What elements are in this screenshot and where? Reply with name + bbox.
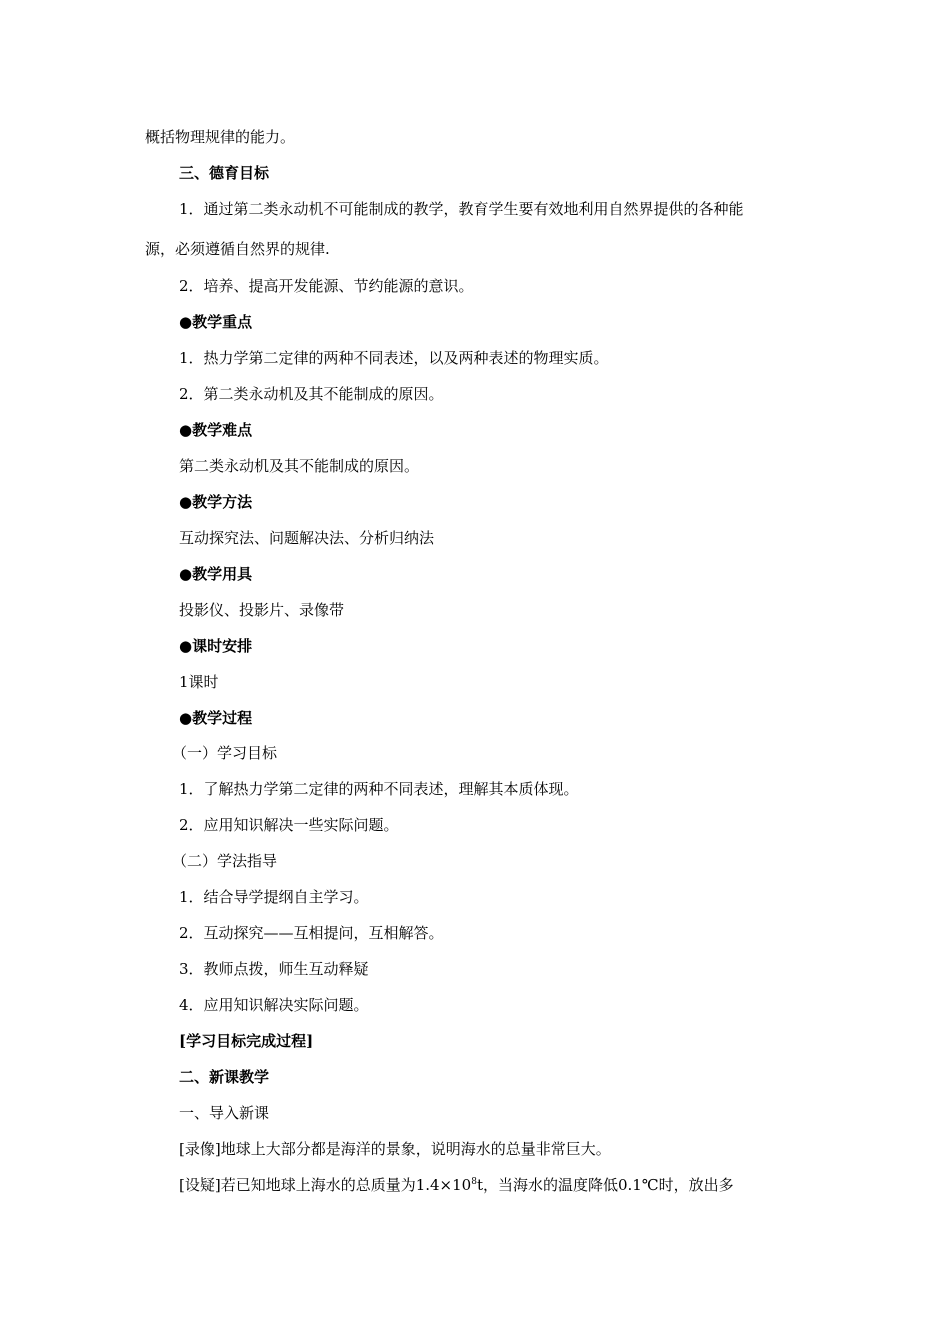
text-line: 3．教师点拨，师生互动释疑	[179, 960, 369, 978]
section-heading: ●教学过程	[179, 709, 253, 727]
text-line: 1课时	[179, 673, 219, 691]
section-heading: 二、新课教学	[179, 1068, 270, 1086]
text-line: 1．结合导学提纲自主学习。	[179, 888, 369, 906]
subsection-heading: （二）学法指导	[172, 852, 278, 870]
section-heading: ●课时安排	[179, 637, 253, 655]
text-line: 第二类永动机及其不能制成的原因。	[179, 457, 420, 475]
text-line-with-exponent	[179, 1175, 734, 1195]
section-heading: ●教学重点	[179, 313, 253, 331]
text-line: 概括物理规律的能力。	[145, 128, 296, 146]
text-segment: [设疑]若已知地球上海水的总质量为1.4×10	[179, 1176, 472, 1194]
section-heading: ●教学难点	[179, 421, 253, 439]
text-line: 源，必须遵循自然界的规律.	[145, 240, 330, 258]
text-line: 投影仪、投影片、录像带	[179, 601, 345, 619]
text-line: 1．热力学第二定律的两种不同表述，以及两种表述的物理实质。	[179, 349, 609, 367]
section-heading: [学习目标完成过程]	[179, 1032, 314, 1050]
text-line: 4．应用知识解决实际问题。	[179, 996, 369, 1014]
text-line: 1．通过第二类永动机不可能制成的教学，教育学生要有效地利用自然界提供的各种能	[179, 200, 744, 218]
text-segment: t，当海水的温度降低0.1℃时，放出多	[476, 1176, 734, 1194]
subsection-heading: （一）学习目标	[172, 744, 278, 762]
text-line: 2．互动探究——互相提问，互相解答。	[179, 924, 444, 942]
section-heading: 三、德育目标	[179, 164, 270, 182]
text-line: 2．第二类永动机及其不能制成的原因。	[179, 385, 444, 403]
text-line: 1．了解热力学第二定律的两种不同表述，理解其本质体现。	[179, 780, 579, 798]
text-line: 2．培养、提高开发能源、节约能源的意识。	[179, 277, 474, 295]
text-line: 一、导入新课	[179, 1104, 270, 1122]
text-line: 2．应用知识解决一些实际问题。	[179, 816, 399, 834]
text-line: [录像]地球上大部分都是海洋的景象，说明海水的总量非常巨大。	[179, 1140, 611, 1158]
exponent: 8	[471, 1177, 477, 1187]
text-line: 互动探究法、问题解决法、分析归纳法	[179, 529, 435, 547]
section-heading: ●教学用具	[179, 565, 253, 583]
section-heading: ●教学方法	[179, 493, 253, 511]
